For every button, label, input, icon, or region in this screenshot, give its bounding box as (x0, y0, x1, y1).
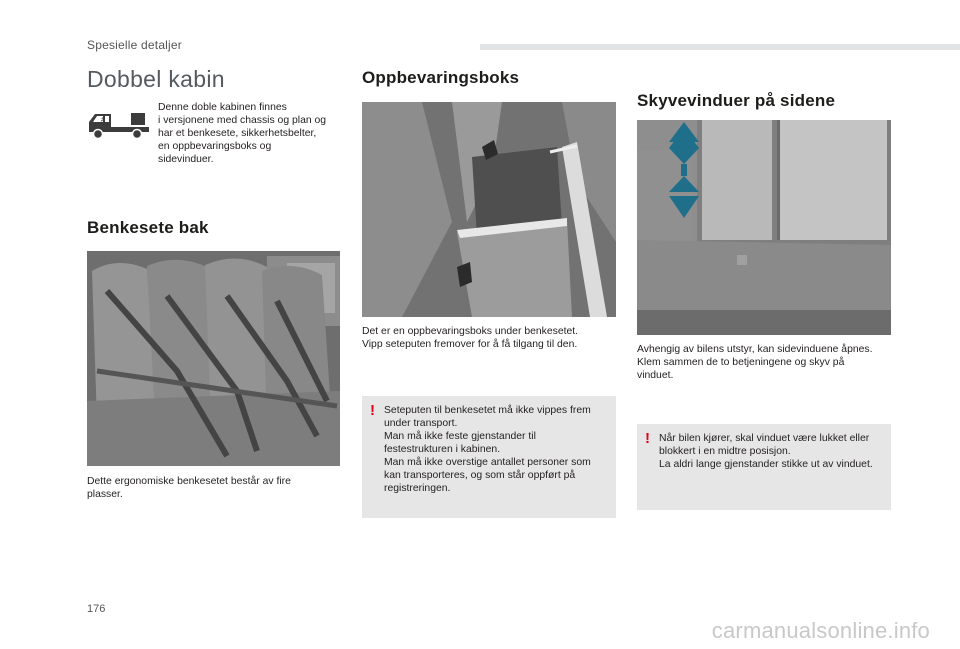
intro-line: i versjonene med chassis og plan og (158, 115, 327, 126)
warning-text (384, 404, 606, 495)
watermark: carmanualsonline.info (711, 618, 930, 643)
intro-text (158, 101, 348, 166)
caption-line: Vipp seteputen fremover for å få tilgang til den. (362, 339, 578, 350)
warning-text (659, 432, 881, 471)
bench-heading: Benkesete bak (87, 218, 209, 237)
warning-line: La aldri lange gjenstander stikke ut av vinduet. (659, 459, 873, 470)
warning-line: blokkert i en midtre posisjon. (659, 446, 791, 457)
warning-line: festestrukturen i kabinen. (384, 444, 501, 455)
caption-line: Klem sammen de to betjeningene og skyv på (637, 357, 845, 368)
storage-caption (362, 325, 614, 351)
warning-line: registreringen. (384, 483, 451, 494)
warning-icon: ! (370, 402, 375, 419)
van-icon (87, 108, 151, 140)
header-bar (480, 44, 960, 50)
page-number: 176 (87, 603, 106, 615)
caption-line: Det er en oppbevaringsboks under benkesetet. (362, 326, 579, 337)
intro-line: Denne doble kabinen finnes (158, 102, 287, 113)
storage-warning (362, 396, 616, 518)
warning-icon: ! (645, 430, 650, 447)
intro-line: en oppbevaringsboks og (158, 141, 272, 152)
page-title: Dobbel kabin (87, 66, 225, 92)
caption-line: plasser. (87, 489, 123, 500)
warning-line: Man må ikke overstige antallet personer som (384, 457, 591, 468)
warning-line: kan transporteres, og som står oppført på (384, 470, 576, 481)
bench-seat-illustration (87, 251, 340, 466)
sliding-window-illustration (637, 120, 891, 335)
storage-heading: Oppbevaringsboks (362, 68, 520, 87)
windows-caption (637, 343, 891, 382)
windows-warning (637, 424, 891, 510)
caption-line: vinduet. (637, 370, 674, 381)
warning-line: under transport. (384, 418, 458, 429)
intro-line: har et benkesete, sikkerhetsbelter, (158, 128, 317, 139)
warning-line: Seteputen til benkesetet må ikke vippes frem (384, 405, 591, 416)
warning-line: Når bilen kjører, skal vinduet være lukket eller (659, 433, 870, 444)
svg-text:#: # (101, 117, 105, 124)
caption-line: Avhengig av bilens utstyr, kan sidevinduene åpnes. (637, 344, 873, 355)
intro-line: sidevinduer. (158, 154, 214, 165)
section-header: Spesielle detaljer (87, 38, 182, 52)
warning-line: Man må ikke feste gjenstander til (384, 431, 536, 442)
windows-heading: Skyvevinduer på sidene (637, 91, 836, 110)
caption-line: Dette ergonomiske benkesetet består av fire (87, 476, 291, 487)
storage-box-illustration (362, 102, 616, 317)
bench-caption (87, 475, 337, 501)
